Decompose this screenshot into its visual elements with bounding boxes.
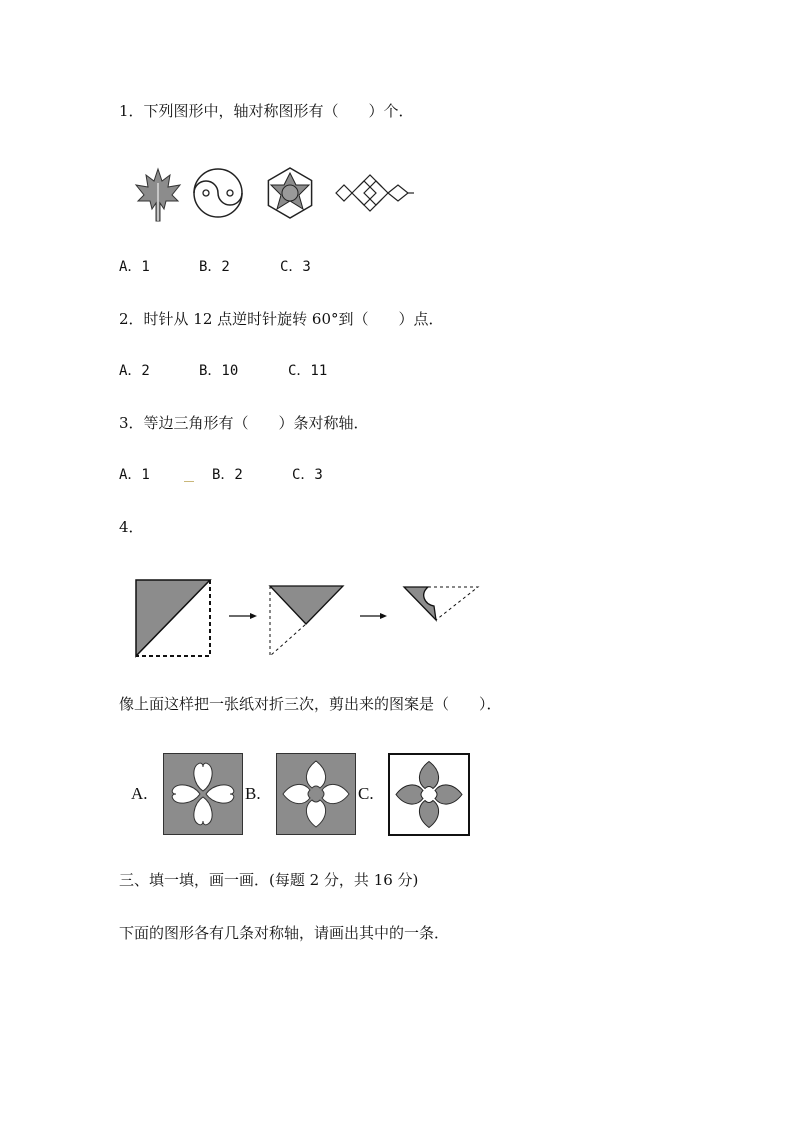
q4-choice-b-label: B.	[245, 784, 261, 803]
q3-option-a[interactable]: A．1	[119, 467, 150, 483]
arrow-icon	[360, 613, 387, 619]
q1-option-a[interactable]: A．1	[119, 259, 150, 275]
q2-option-c[interactable]: C．11	[288, 363, 328, 379]
q2-option-a[interactable]: A．2	[119, 363, 150, 379]
q1-option-b[interactable]: B．2	[199, 259, 230, 275]
q2-option-b[interactable]: B．10	[199, 363, 239, 379]
hexagon-star-icon	[268, 168, 311, 218]
fold-step-1	[136, 580, 210, 656]
q3-underline-mark	[184, 481, 194, 482]
fold-step-3	[404, 587, 478, 620]
q4-choice-c-label: C.	[358, 784, 374, 803]
q4-choice-a-label: A.	[131, 784, 148, 803]
q3-stem: 3．等边三角形有（ ）条对称轴．	[119, 414, 369, 432]
section3-heading: 三、填一填，画一画．(每题 2 分，共 16 分)	[119, 871, 419, 889]
q4-number: 4．	[119, 518, 144, 536]
fold-step-2	[270, 586, 343, 656]
q3-option-c[interactable]: C．3	[292, 467, 323, 483]
q1-figures	[128, 163, 428, 225]
q2-stem: 2．时针从 12 点逆时针旋转 60°到（ ）点．	[119, 310, 444, 328]
q4-stem: 像上面这样把一张纸对折三次，剪出来的图案是（ ）．	[119, 695, 502, 713]
maple-leaf-icon	[136, 169, 180, 221]
q4-folding-diagram	[130, 572, 490, 664]
q4-choice-a[interactable]	[163, 753, 243, 835]
yin-yang-icon	[194, 169, 242, 217]
q3-option-b[interactable]: B．2	[212, 467, 243, 483]
q4-choice-b[interactable]	[276, 753, 356, 835]
q1-stem: 1．下列图形中，轴对称图形有（ ）个．	[119, 102, 414, 120]
arrow-icon	[229, 613, 257, 619]
q4-choice-c[interactable]	[388, 753, 470, 836]
q1-option-c[interactable]: C．3	[280, 259, 311, 275]
section3-instruction: 下面的图形各有几条对称轴，请画出其中的一条．	[119, 924, 450, 942]
chinese-knot-icon	[336, 175, 414, 211]
